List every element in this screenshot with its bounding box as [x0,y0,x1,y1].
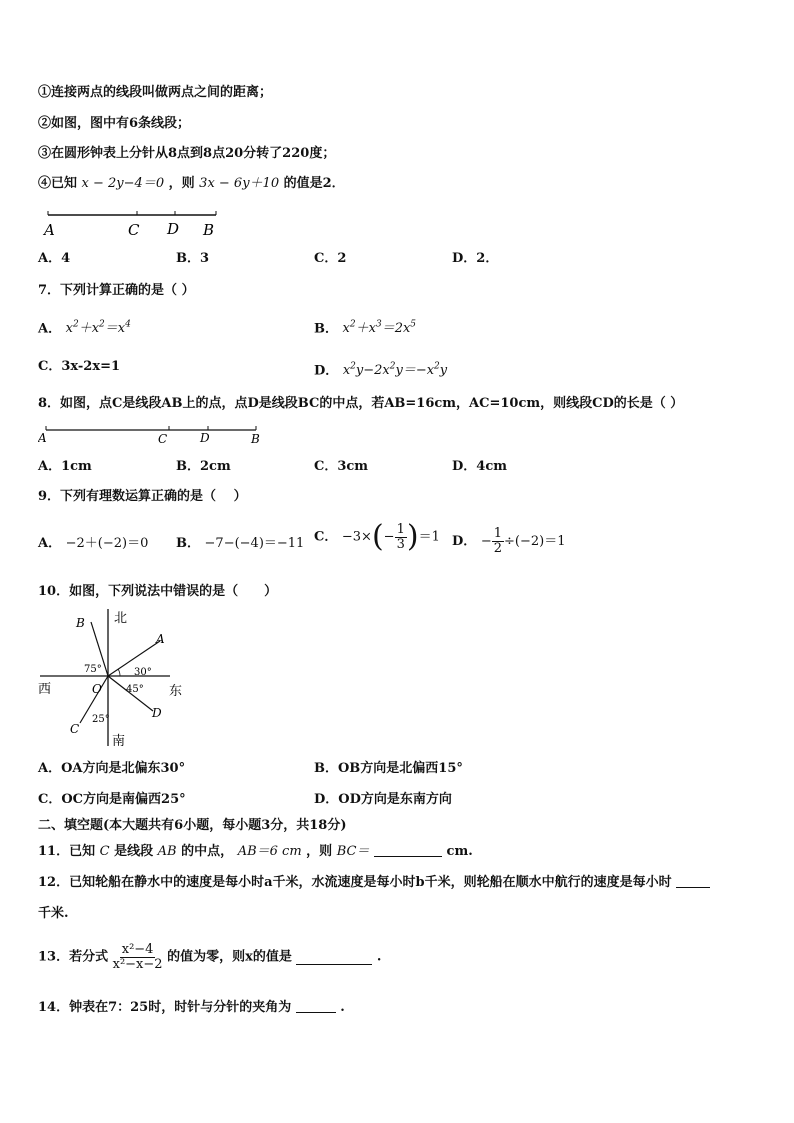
q9-option-c-post: ＝1 [418,529,440,545]
q13 [38,943,381,972]
statement-4-mid: ，则 [168,176,195,191]
q7-option-d [314,358,447,380]
paren-open: ( [371,519,384,554]
q13-pre: 13．若分式 [38,949,109,965]
q12-line-1 [38,874,710,892]
q10-option-b: B．OB方向是北偏西15° [314,761,463,776]
angle-75-label: 75° [84,664,102,675]
q9-option-a [38,535,148,553]
q7-option-b [314,316,416,338]
q9-option-b [176,535,304,553]
q7-option-b-letter: B． [314,321,338,337]
statement-4-eq2: 3x − 6y＋10 [199,176,280,191]
q7-option-b-expr: $x^2+x^3=2x^5$ [342,320,417,337]
q14 [38,999,345,1017]
q10-option-d: D．OD方向是东南方向 [314,792,452,807]
label-d: D [167,220,180,238]
point-d-label: D [152,706,162,720]
q11-pre: 11．已知 [38,844,96,859]
q8-option-d: D．4cm [452,459,507,474]
q7-option-a-expr: $x^2+x^2=x^4$ [65,320,131,337]
q9-option-c-pre: −3× [341,529,372,545]
q7-option-a [38,316,131,338]
angle-45-label: 45° [126,684,144,695]
q13-end: . [376,949,382,965]
point-o-label: O [92,682,102,696]
q9-option-d-pre: − [480,534,492,549]
east-label: 东 [169,684,183,699]
q9-option-c-letter: C． [314,529,338,545]
q12-answer-blank[interactable] [676,874,710,888]
q11-unit: cm. [446,844,473,859]
angle-25-label: 25° [92,714,110,725]
point-c-label: C [70,722,80,736]
label-a-2: A [38,431,47,445]
q8-option-a: A．1cm [38,459,92,474]
q11-eq: AB＝6 cm [237,844,302,859]
label-a: A [44,221,55,239]
q14-end: . [340,1000,345,1015]
west-label: 西 [38,682,52,697]
point-b-label: B [76,616,85,630]
q8-option-b: B．2cm [176,459,231,474]
q11-point-c: C [99,844,110,859]
q13-fraction [113,943,163,972]
fraction-one-half: $\frac{1}{2}$ [493,526,502,556]
q9-option-d-post: ÷(−2)＝1 [504,534,566,549]
label-b: B [203,221,215,239]
q9-option-b-letter: B． [176,536,200,551]
q11-mid2: 的中点， [181,844,234,859]
q9-option-c [314,519,440,554]
q11 [38,843,473,861]
angle-arc [118,669,120,676]
q9-option-a-expr: −2＋(−2)＝0 [65,536,149,551]
fraction-one-third: $\frac{1}{3}$ [396,521,405,552]
q14-answer-blank[interactable] [296,999,336,1013]
label-c: C [128,221,140,239]
statement-1: ①连接两点的线段叫做两点之间的距离； [38,85,273,100]
segment-figure-1 [38,205,238,241]
q14-pre: 14．钟表在7：25时，时针与分针的夹角为 [38,1000,292,1015]
q7-stem: 7．下列计算正确的是（ ） [38,283,195,298]
section-2-heading: 二、填空题(本大题共有6小题，每小题3分，共18分) [38,818,347,833]
q9-option-a-letter: A． [38,536,62,551]
q9-option-d [452,527,565,556]
q9-stem: 9．下列有理数运算正确的是（ ） [38,489,247,504]
statement-2: ②如图，图中有6条线段； [38,116,191,131]
q9-option-d-letter: D． [452,534,477,549]
q10-stem: 10．如图，下列说法中错误的是（ ） [38,584,278,599]
q13-numerator: x²−4 [121,942,154,957]
q8-stem: 8．如图，点C是线段AB上的点，点D是线段BC的中点，若AB=16cm，AC=10cm，则线段CD的长是（ ） [38,396,684,411]
q9-option-b-expr: −7−(−4)＝−11 [204,536,305,551]
q6-option-c: C．2 [314,251,347,266]
q6-option-d: D．2． [452,251,499,266]
q11-mid3: ，则 [306,844,333,859]
minus-sign: − [383,529,395,545]
q7-option-d-expr: $x^2y-2x^2y=-x^2y$ [342,362,448,379]
angle-30-label: 30° [134,667,152,678]
q10-option-c: C．OC方向是南偏西25° [38,792,186,807]
label-d-2: D [200,431,210,445]
label-b-2: B [251,432,260,446]
segment-figure-2 [38,422,268,446]
label-c-2: C [158,432,168,446]
q11-mid1: 是线段 [114,844,154,859]
q12-line-2: 千米. [38,906,69,921]
q12-text: 12．已知轮船在静水中的速度是每小时a千米，水流速度是每小时b千米，则轮船在顺水中航行的速度是每小时 [38,875,672,890]
q7-option-a-letter: A． [38,321,62,337]
q13-denominator: x²−x−2 [112,957,163,972]
statement-4-eq1: x − 2y−4＝0 [81,176,165,191]
q6-option-b: B．3 [176,251,210,266]
q11-answer-blank[interactable] [374,843,442,857]
statement-3: ③在圆形钟表上分针从8点到8点20分转了220度； [38,146,336,161]
south-label: 南 [112,734,126,749]
q13-answer-blank[interactable] [296,951,372,965]
statement-4-end: 的值是2． [283,176,345,191]
q10-option-a: A．OA方向是北偏东30° [38,761,186,776]
north-label: 北 [114,611,128,626]
q7-option-c: C．3x-2x=1 [38,359,121,374]
q8-option-c: C．3cm [314,459,369,474]
statement-4 [38,175,345,193]
point-a-label: A [156,632,165,646]
q7-option-d-letter: D． [314,363,339,379]
q13-post: 的值为零，则x的值是 [167,949,292,965]
paren-close: ) [406,519,419,554]
compass-diagram [36,605,196,750]
q11-segment-ab: AB [157,844,177,859]
q11-eq2: BC＝ [336,844,370,859]
q6-option-a: A．4 [38,251,71,266]
statement-4-pre: ④已知 [38,176,78,191]
